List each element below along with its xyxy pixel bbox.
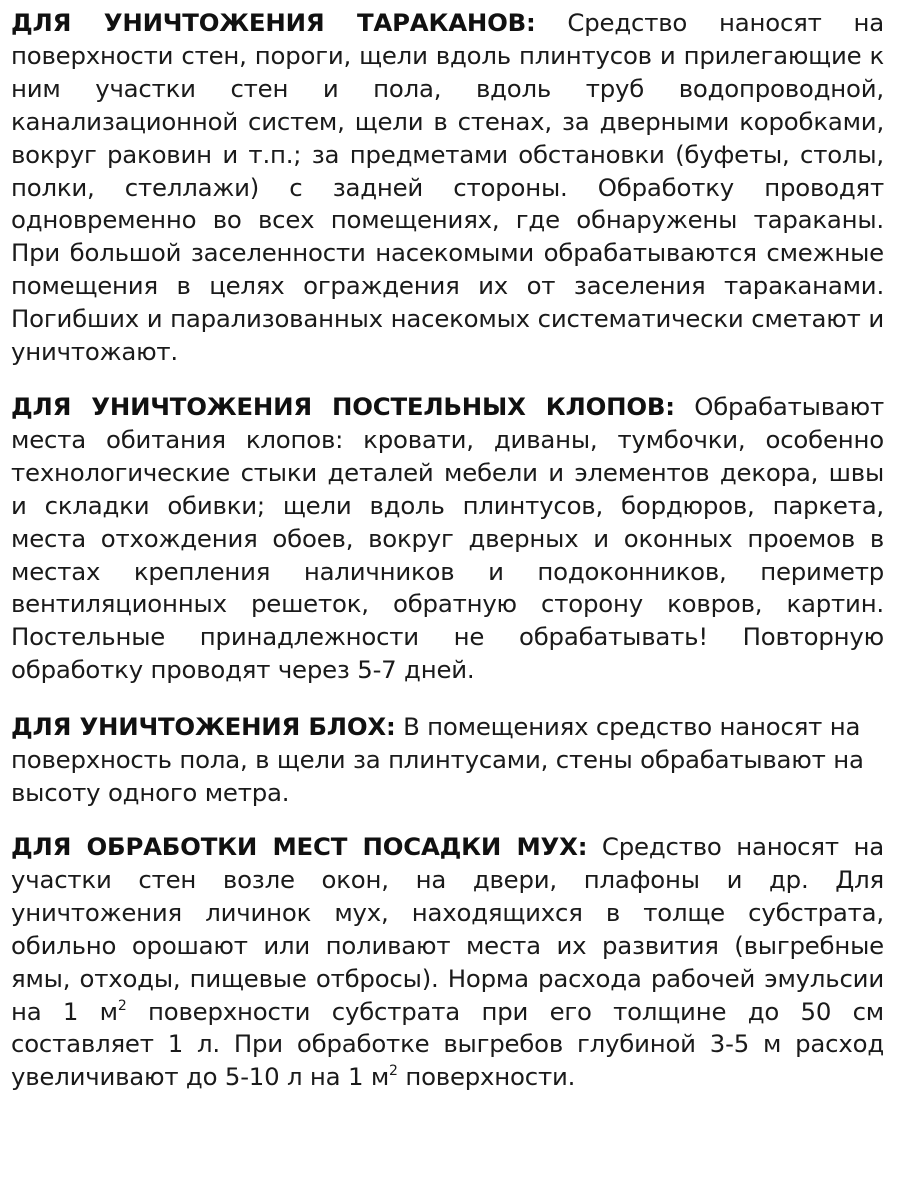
section-cockroaches (11, 7, 884, 369)
section-body-part: Средство наносят на участки стен возле окон, на двери, плафоны и др. Для уничтожения личинок мух, находящихся в толще субстрата, обильно орошают или поливают места их развития (выгребные ямы, отходы, пищевые отбросы). Норма расхода рабочей эмульсии на 1 м (11, 832, 884, 1026)
section-heading: ДЛЯ ОБРАБОТКИ МЕСТ ПОСАДКИ МУХ: (11, 832, 588, 861)
superscript: 2 (389, 1063, 398, 1080)
section-body: Обрабатывают места обитания клопов: кровати, диваны, тумбочки, особенно технологические стыки деталей мебели и элементов декора, швы и складки обивки; щели вдоль плинтусов, бордюров, паркета, места отхождения обоев, вокруг дверных и оконных проемов в местах крепления наличников и подоконников, периметр вентиляционных решеток, обратную сторону ковров, картин. Постельные принадлежности не обрабатывать! Повторную обработку проводят через 5-7 дней. (11, 392, 884, 685)
section-body-part: поверхности субстрата при его толщине до 50 см составляет 1 л. При обработке выгребов глубиной 3-5 м расход увеличивают до 5-10 л на 1 м (11, 996, 884, 1092)
section-fleas (11, 711, 884, 810)
section-body: Средство наносят на поверхности стен, пороги, щели вдоль плинтусов и прилегающие к ним участки стен и пола, вдоль труб водопроводной, канализационной систем, щели в стенах, за дверными коробками, вокруг раковин и т.п.; за предметами обстановки (буфеты, столы, полки, стеллажи) с задней стороны. Обработку проводят одновременно во всех помещениях, где обнаружены тараканы. При большой заселенности насекомыми обрабатываются смежные помещения в целях ограждения их от заселения тараканами. Погибших и парализованных насекомых систематически сметают и уничтожают. (11, 8, 884, 367)
section-body-part: поверхности. (397, 1062, 576, 1092)
section-flies (11, 831, 884, 1094)
section-heading: ДЛЯ УНИЧТОЖЕНИЯ ТАРАКАНОВ: (11, 8, 536, 37)
section-bedbugs (11, 391, 884, 687)
section-heading: ДЛЯ УНИЧТОЖЕНИЯ БЛОХ: (11, 712, 396, 741)
section-body: В помещениях средство наносят на поверхность пола, в щели за плинтусами, стены обрабатывают на высоту одного метра. (11, 712, 864, 807)
superscript: 2 (117, 997, 127, 1014)
section-heading: ДЛЯ УНИЧТОЖЕНИЯ ПОСТЕЛЬНЫХ КЛОПОВ: (11, 392, 675, 421)
